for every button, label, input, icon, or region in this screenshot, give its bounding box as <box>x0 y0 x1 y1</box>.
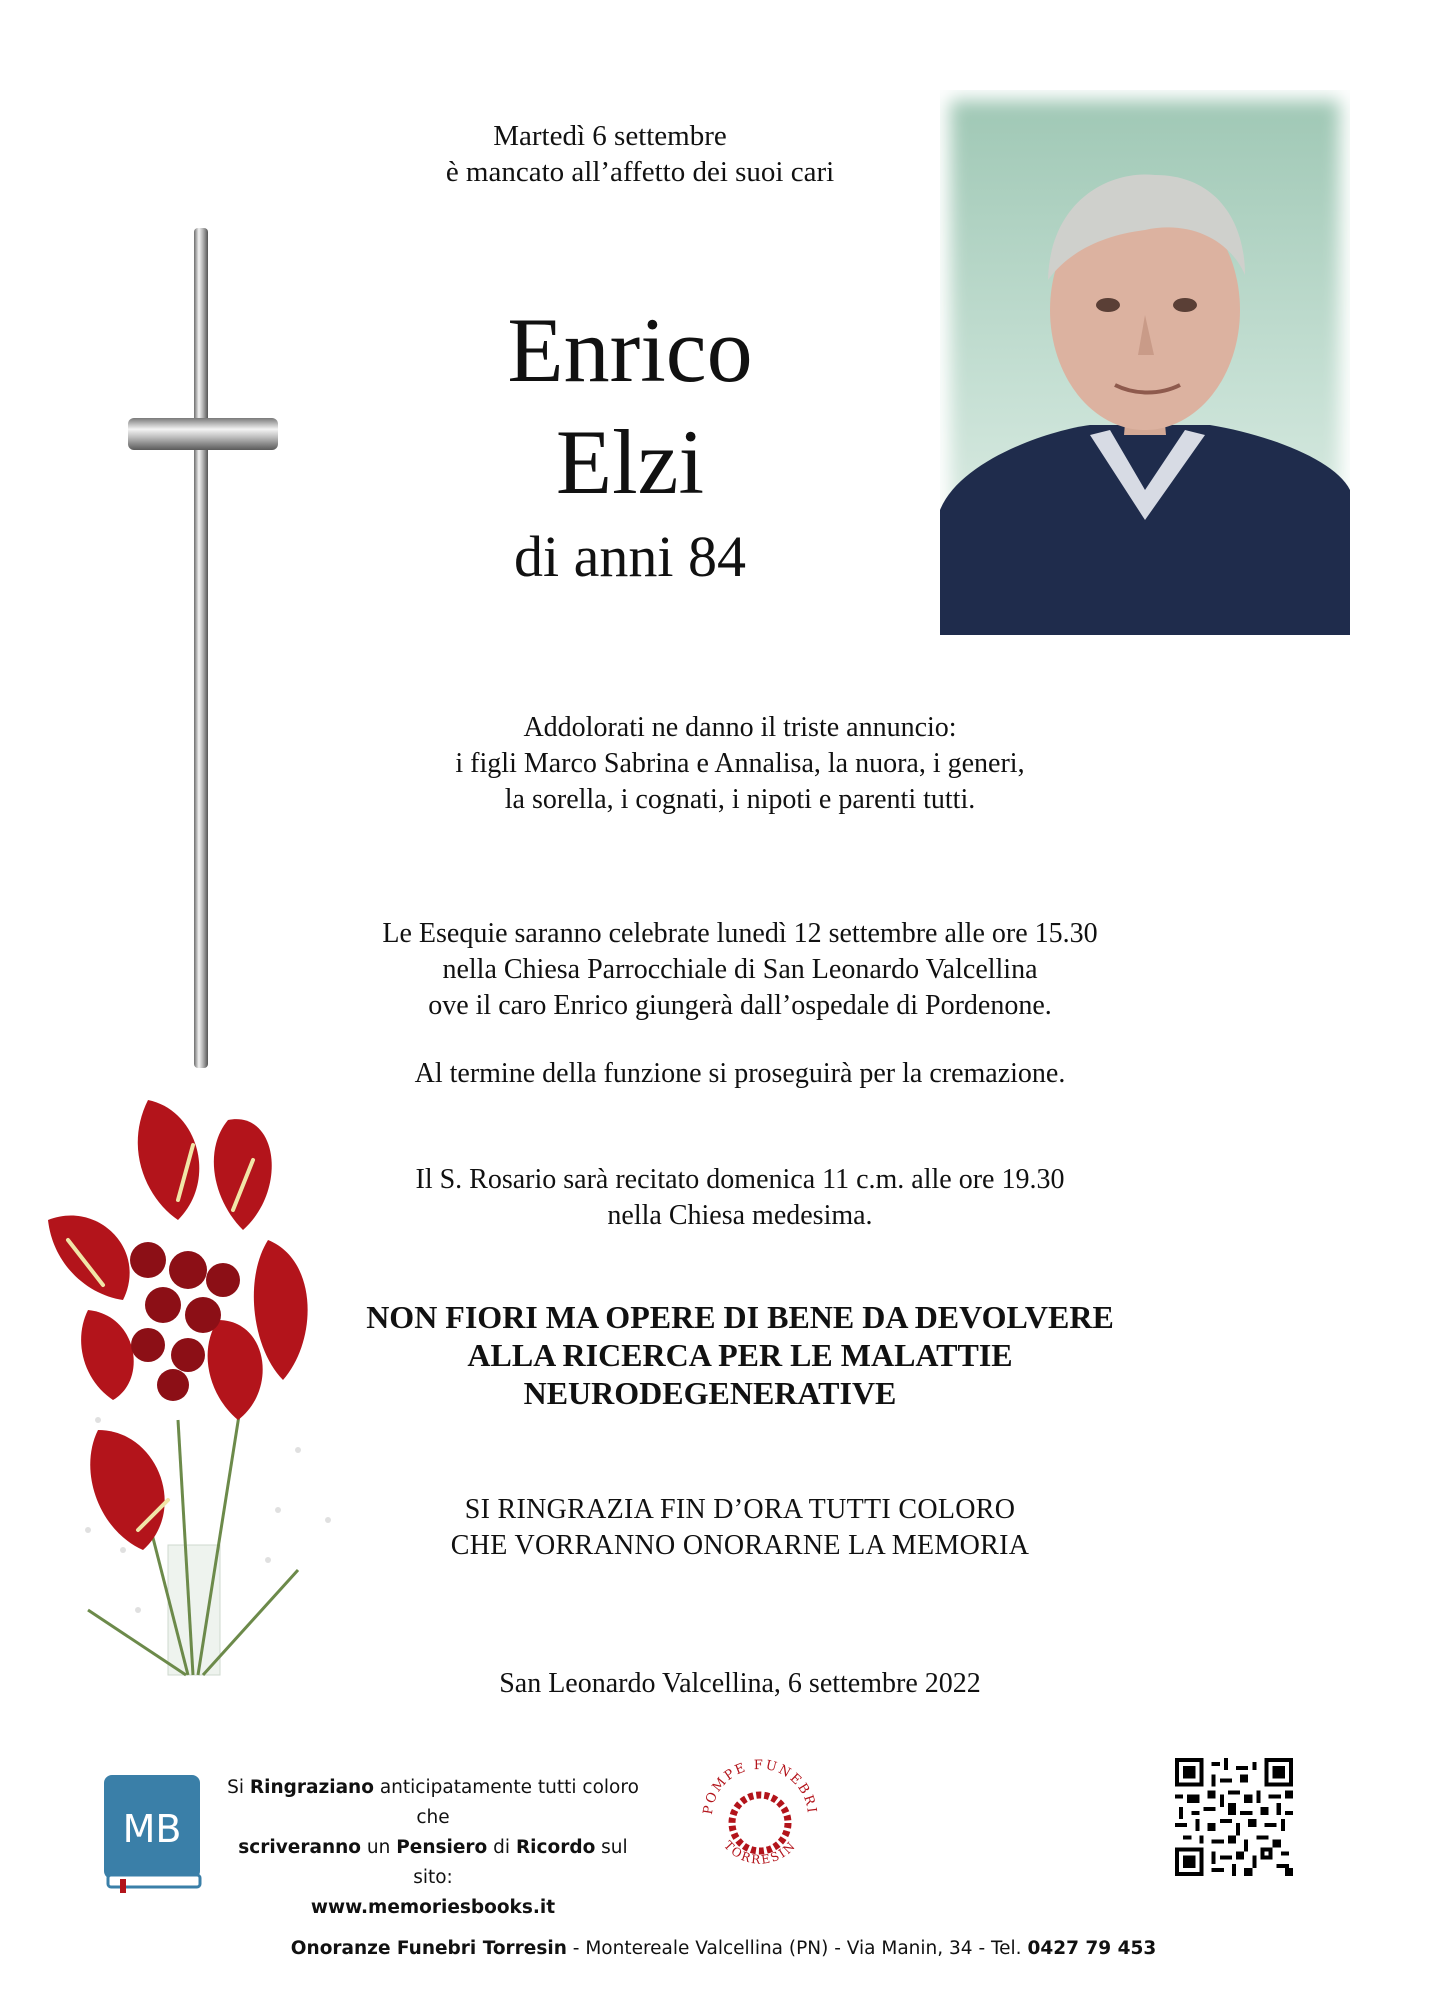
announcement-line: i figli Marco Sabrina e Annalisa, la nuora, i generi, <box>455 748 1025 779</box>
footer-company: Onoranze Funebri Torresin <box>290 1938 567 1959</box>
funeral-line: nella Chiesa Parrocchiale di San Leonardo Valcellina <box>442 954 1038 985</box>
rosary-line: Il S. Rosario sarà recitato domenica 11 c.m. alle ore 19.30 <box>415 1164 1065 1195</box>
memoriesbooks-logo-text: MB <box>122 1807 182 1851</box>
intro-date: Martedì 6 settembre <box>493 120 727 152</box>
funeral-line: ove il caro Enrico giungerà dall’ospedale di Pordenone. <box>428 990 1052 1021</box>
announcement-line: la sorella, i cognati, i nipoti e parenti tutti. <box>504 784 976 815</box>
donation-request <box>300 1298 1180 1412</box>
seal-top-text: POMPE FUNEBRI <box>700 1757 820 1816</box>
message-word: anticipatamente tutti coloro che <box>379 1777 639 1828</box>
memoriesbooks-message <box>218 1773 648 1923</box>
thanks-line: CHE VORRANNO ONORARNE LA MEMORIA <box>450 1530 1030 1561</box>
donation-line: ALLA RICERCA PER LE MALATTIE <box>467 1337 1013 1373</box>
announcement <box>300 710 1180 818</box>
rosary-line: nella Chiesa medesima. <box>607 1200 873 1231</box>
message-word-bold: Ricordo <box>515 1837 596 1858</box>
memoriesbooks-url[interactable]: www.memoriesbooks.it <box>310 1897 556 1918</box>
message-word-bold: scriveranno <box>238 1837 362 1858</box>
message-word: un <box>366 1837 391 1858</box>
place-date: San Leonardo Valcellina, 6 settembre 2022 <box>499 1668 981 1699</box>
portrait-photo <box>940 90 1350 635</box>
announcement-line: Addolorati ne danno il triste annuncio: <box>523 712 957 743</box>
death-intro <box>340 118 940 190</box>
funeral-line: Le Esequie saranno celebrate lunedì 12 settembre alle ore 15.30 <box>382 918 1098 949</box>
funeral-seal-logo <box>690 1745 830 1885</box>
message-word-bold: Pensiero <box>396 1837 488 1858</box>
message-word: sul sito: <box>413 1837 628 1888</box>
footer-phone[interactable]: 0427 79 453 <box>1027 1938 1157 1959</box>
memoriesbooks-logo[interactable] <box>104 1775 204 1893</box>
first-name: Enrico <box>507 299 753 401</box>
cross-icon <box>128 228 278 1068</box>
message-word: di <box>493 1837 511 1858</box>
qr-code[interactable] <box>1175 1758 1293 1876</box>
last-name: Elzi <box>555 411 705 513</box>
intro-text: è mancato all’affetto dei suoi cari <box>445 156 835 188</box>
footer-contact <box>0 1938 1447 1959</box>
message-word: Si <box>227 1777 244 1798</box>
donation-line: NEURODEGENERATIVE <box>523 1375 897 1411</box>
message-word-bold: Ringraziano <box>249 1777 374 1798</box>
donation-line: NON FIORI MA OPERE DI BENE DA DEVOLVERE <box>366 1299 1114 1335</box>
funeral-details <box>300 916 1180 1024</box>
thanks-note <box>300 1492 1180 1564</box>
seal-bottom-text: TORRESIN <box>721 1838 799 1867</box>
footer-address: - Montereale Valcellina (PN) - Via Manin, 34 - Tel. <box>566 1938 1028 1959</box>
cremation-note: Al termine della funzione si proseguirà per la cremazione. <box>414 1058 1066 1089</box>
thanks-line: SI RINGRAZIA FIN D’ORA TUTTI COLORO <box>464 1494 1016 1525</box>
rosary-details <box>300 1162 1180 1234</box>
age: di anni 84 <box>514 524 746 589</box>
